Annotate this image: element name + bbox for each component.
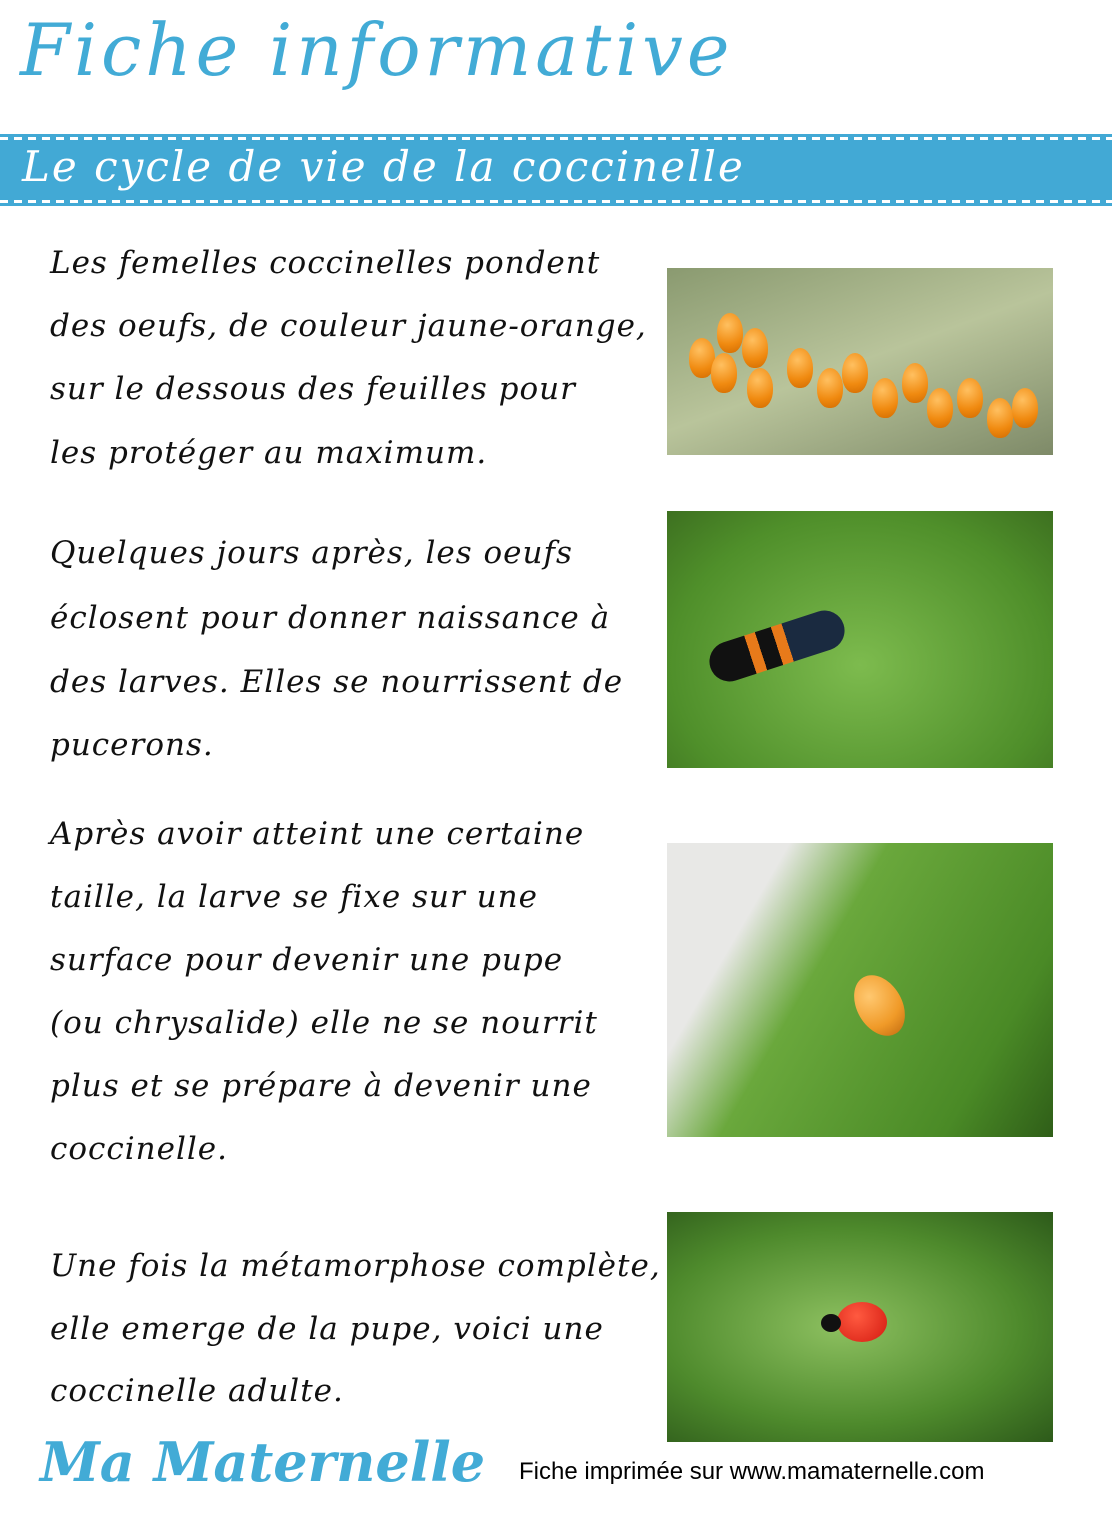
adult-ladybug-photo [667,1212,1053,1442]
ladybug-eggs-photo [667,268,1053,455]
text-line: sur le dessous des feuilles pour [50,371,576,407]
text-line: elle emerge de la pupe, voici une [50,1311,604,1347]
text-line: des larves. Elles se nourrissent de [50,664,624,700]
footer-note: Fiche imprimée sur www.mamaternelle.com [519,1458,985,1485]
text-line: éclosent pour donner naissance à [50,600,611,636]
page-title: Fiche informative [20,8,734,92]
text-line: plus et se prépare à devenir une [50,1068,592,1104]
text-line: les protéger au maximum. [50,435,488,471]
text-line: taille, la larve se fixe sur une [50,879,538,915]
text-line: Une fois la métamorphose complète, [50,1248,661,1284]
text-line: coccinelle. [50,1131,229,1167]
text-line: (ou chrysalide) elle ne se nourrit [50,1005,598,1041]
subtitle: Le cycle de vie de la coccinelle [22,142,745,191]
text-line: des oeufs, de couleur jaune-orange, [50,308,647,344]
subtitle-banner [0,134,1112,206]
text-line: Quelques jours après, les oeufs [50,535,573,571]
text-line: coccinelle adulte. [50,1373,344,1409]
text-line: Après avoir atteint une certaine [50,816,585,852]
ladybug-larva-photo [667,511,1053,768]
text-line: Les femelles coccinelles pondent [50,245,601,281]
text-line: surface pour devenir une pupe [50,942,564,978]
ladybug-pupa-photo [667,843,1053,1137]
text-line: pucerons. [50,727,214,763]
ma-maternelle-logo: Ma Maternelle [40,1430,486,1494]
